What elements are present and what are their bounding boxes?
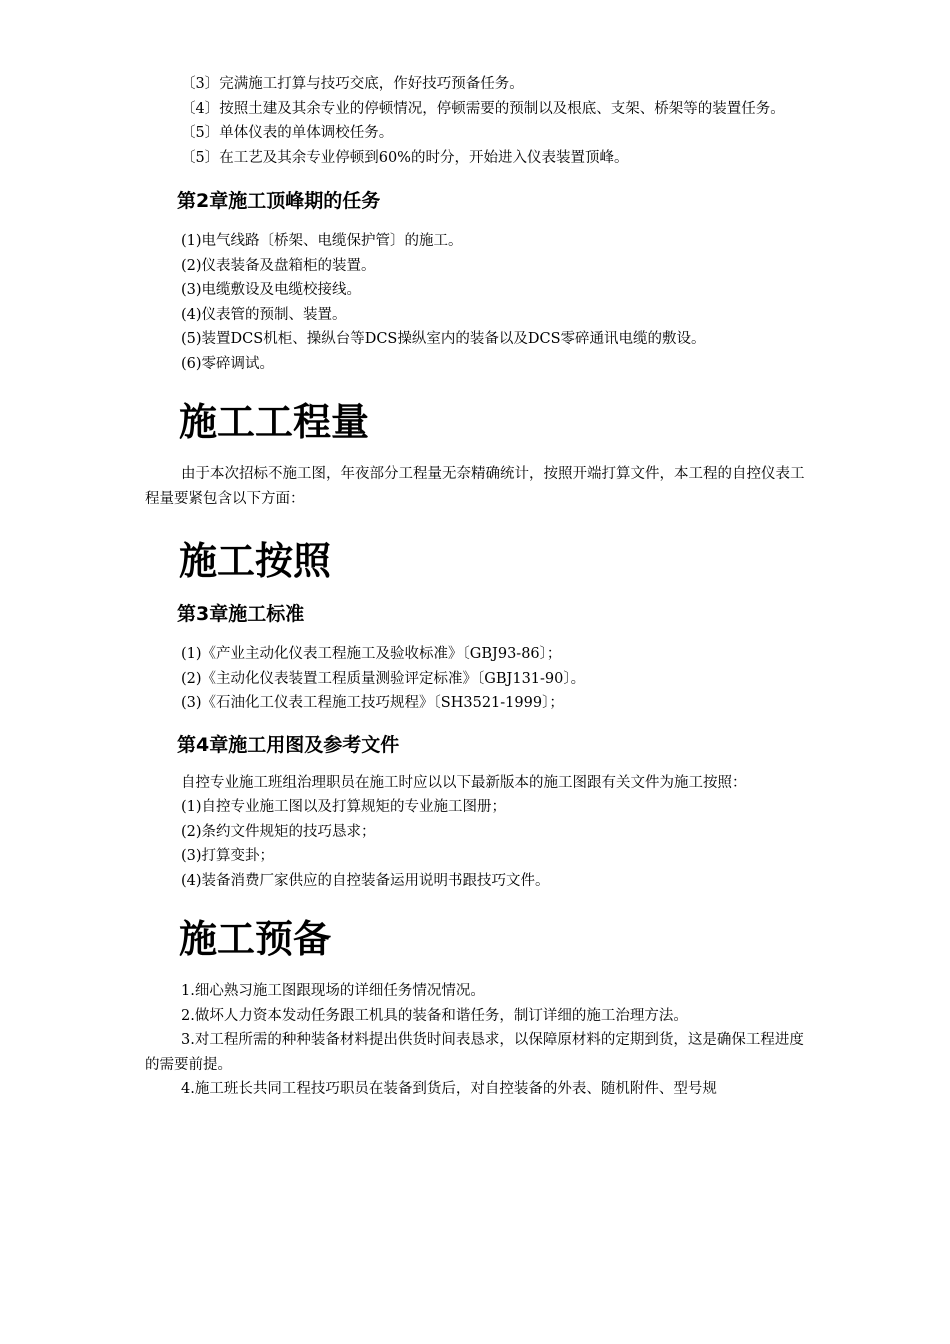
chapter2-item: (4)仪表管的预制、装置。 — [181, 306, 347, 323]
chapter3-item: (1)《产业主动化仪表工程施工及验收标准》〔GBJ93-86〕； — [181, 646, 562, 662]
chapter4-item: (2)条约文件规矩的技巧恳求； — [181, 823, 376, 840]
chapter2-item: (3)电缆敷设及电缆校接线。 — [181, 282, 362, 298]
chapter2-item: (2)仪表装备及盘箱柜的装置。 — [181, 257, 376, 274]
document-page — [145, 72, 807, 1102]
prep-item: 3.对工程所需的种种装备材料提出供货时间表恳求，以保障原材料的定期到货，这是确保工程进度的需要前提。 — [145, 1032, 804, 1073]
chapter4-paragraph: 自控专业施工班组治理职员在施工时应以以下最新版本的施工图跟有关文件为施工按照： — [181, 774, 747, 791]
chapter4-item: (4)装备消费厂家供应的自控装备运用说明书跟技巧文件。 — [181, 872, 550, 889]
section-basis-heading: 施工按照 — [179, 538, 332, 583]
chapter3-heading: 第3章施工标准 — [177, 603, 305, 625]
chapter2-item: (1)电气线路〔桥架、电缆保护管〕的施工。 — [181, 233, 463, 249]
prep-item: 4.施工班长共同工程技巧职员在装备到货后，对自控装备的外表、随机附件、型号规 — [181, 1081, 717, 1097]
intro-item-5a: 〔5〕单体仪表的单体调校任务。 — [181, 125, 394, 141]
chapter4-item: (1)自控专业施工图以及打算规矩的专业施工图册； — [181, 799, 507, 815]
intro-item-4: 〔4〕按照土建及其余专业的停顿情况，停顿需要的预制以及根底、支架、桥架等的装置任务。 — [181, 100, 785, 117]
chapter4-heading: 第4章施工用图及参考文件 — [177, 733, 400, 756]
chapter2-heading: 第2章施工顶峰期的任务 — [177, 190, 381, 212]
chapter3-item: (2)《主动化仪表装置工程质量测验评定标准》〔GBJ131-90〕。 — [181, 670, 586, 687]
section-quantity-paragraph: 由于本次招标不施工图，年夜部分工程量无奈精确统计，按照开端打算文件，本工程的自控仪表工程量要紧包含以下方面： — [145, 466, 805, 507]
chapter2-item: (5)装置DCS机柜、操纵台等DCS操纵室内的装备以及DCS零碎通讯电缆的敷设。 — [181, 331, 706, 347]
intro-item-3: 〔3〕完满施工打算与技巧交底，作好技巧预备任务。 — [181, 76, 524, 92]
chapter4-item: (3)打算变卦； — [181, 848, 275, 864]
section-quantity-heading: 施工工程量 — [179, 399, 370, 444]
chapter3-item: (3)《石油化工仪表工程施工技巧规程》〔SH3521-1999〕； — [181, 695, 564, 711]
section-prep-heading: 施工预备 — [179, 916, 332, 961]
intro-item-5b: 〔5〕在工艺及其余专业停顿到60%的时分，开始进入仪表装置顶峰。 — [181, 149, 629, 166]
prep-item: 1.细心熟习施工图跟现场的详细任务情况情况。 — [181, 983, 485, 999]
prep-item: 2.做坏人力资本发动任务跟工机具的装备和谐任务，制订详细的施工治理方法。 — [181, 1007, 688, 1024]
chapter2-item: (6)零碎调试。 — [181, 355, 275, 372]
